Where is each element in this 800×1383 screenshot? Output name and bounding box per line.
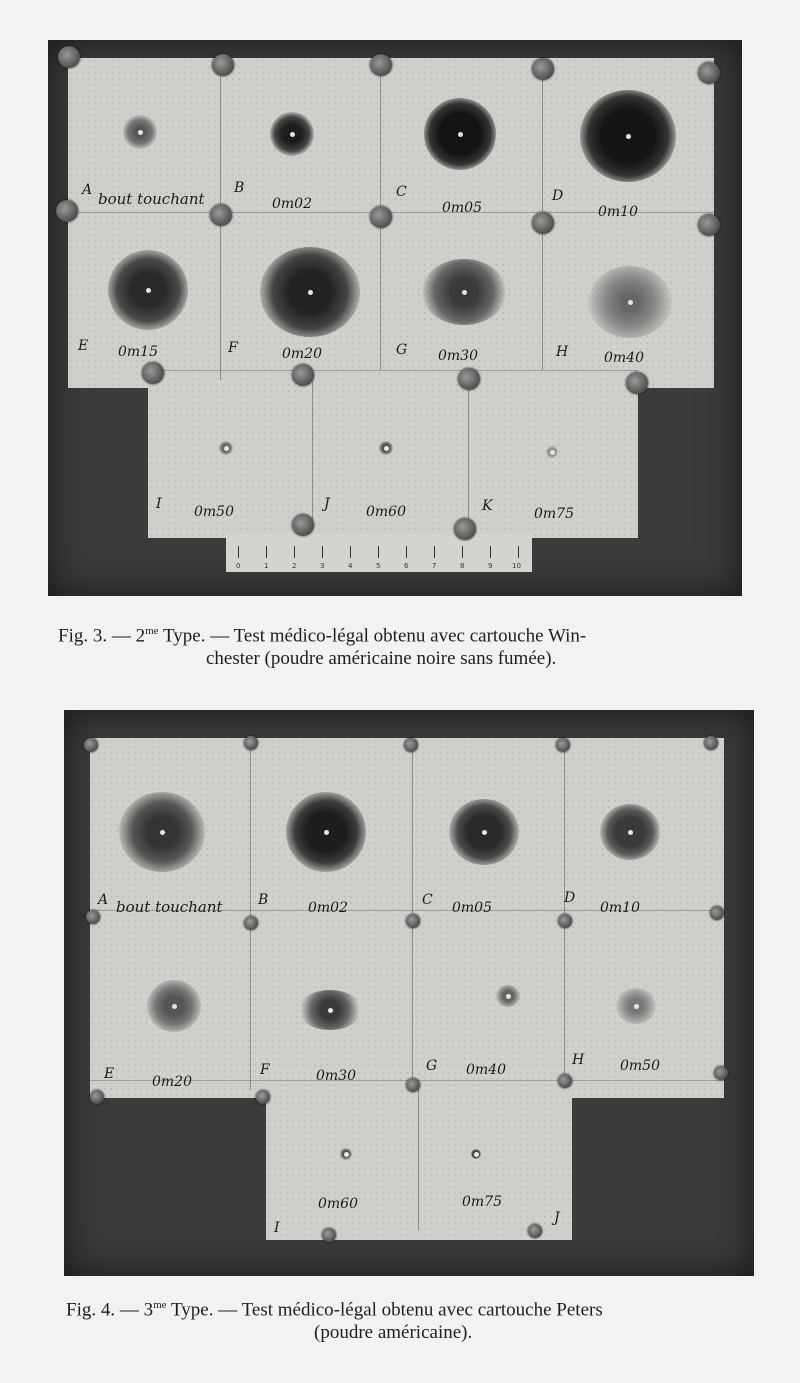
distance-label: 0m20	[152, 1074, 192, 1090]
mark-letter: D	[552, 188, 564, 204]
caption-dash: —	[210, 625, 230, 647]
powder-mark-g	[422, 259, 506, 325]
mark-letter: F	[260, 1062, 270, 1078]
mark-letter: C	[422, 892, 433, 908]
ruler	[226, 534, 532, 572]
powder-mark-a	[119, 792, 205, 872]
caption-dash: —	[119, 1299, 139, 1321]
powder-mark-e	[108, 250, 188, 330]
caption-ordinal-sup: me	[153, 1299, 167, 1311]
distance-label: 0m05	[452, 900, 492, 916]
mark-letter: C	[396, 184, 407, 200]
caption-fig-label: Fig. 3.	[58, 625, 108, 647]
distance-label: 0m75	[534, 506, 574, 522]
mark-letter: A	[82, 182, 93, 198]
distance-label: 0m50	[620, 1058, 660, 1074]
distance-label: 0m10	[600, 900, 640, 916]
distance-label: 0m40	[604, 350, 644, 366]
caption-fig-label: Fig. 4.	[66, 1299, 116, 1321]
distance-label: 0m30	[438, 348, 478, 364]
distance-label: 0m02	[308, 900, 348, 916]
mark-letter: K	[482, 498, 493, 514]
distance-label: 0m40	[466, 1062, 506, 1078]
distance-label: 0m50	[194, 504, 234, 520]
caption-type: Type.	[162, 625, 206, 647]
ruler-number: 10	[512, 562, 521, 570]
powder-mark-g	[496, 985, 520, 1007]
mark-letter: I	[274, 1220, 280, 1236]
ruler-number: 4	[348, 562, 353, 570]
mark-letter: G	[396, 342, 408, 358]
mark-letter: J	[324, 496, 330, 512]
ruler-number: 2	[292, 562, 297, 570]
figure-4-photo	[64, 710, 754, 1276]
powder-mark-a	[123, 115, 157, 149]
caption-ordinal-sup: me	[145, 625, 159, 637]
mark-letter: B	[234, 180, 245, 196]
figure-3-caption	[58, 620, 758, 670]
powder-mark-d	[580, 90, 676, 182]
powder-mark-i	[219, 441, 233, 455]
powder-mark-j	[471, 1149, 481, 1159]
caption-ordinal: 3	[143, 1299, 154, 1321]
distance-label: 0m20	[282, 346, 322, 362]
mark-letter: D	[564, 890, 576, 906]
powder-mark-b	[286, 792, 366, 872]
mark-letter: A	[98, 892, 109, 908]
ruler-number: 1	[264, 562, 269, 570]
mark-letter: I	[156, 496, 162, 512]
powder-mark-c	[449, 799, 519, 865]
figure-4-caption	[66, 1294, 766, 1344]
mark-letter: E	[104, 1066, 115, 1082]
distance-label: 0m15	[118, 344, 158, 360]
mark-letter: B	[258, 892, 269, 908]
powder-mark-j	[379, 441, 393, 455]
ruler-number: 6	[404, 562, 409, 570]
caption-type: Type.	[170, 1299, 214, 1321]
distance-label: 0m02	[272, 196, 312, 212]
ruler-number: 8	[460, 562, 465, 570]
powder-mark-e	[147, 980, 201, 1032]
distance-label: 0m30	[316, 1068, 356, 1084]
powder-mark-f	[298, 990, 362, 1030]
mark-letter: F	[228, 340, 238, 356]
powder-mark-h	[588, 266, 672, 338]
distance-label: 0m60	[318, 1196, 358, 1212]
powder-mark-d	[600, 804, 660, 860]
powder-mark-h	[616, 988, 656, 1024]
distance-label: 0m60	[366, 504, 406, 520]
mark-letter: J	[554, 1210, 560, 1226]
distance-label: bout touchant	[98, 190, 205, 208]
distance-label: bout touchant	[116, 898, 223, 916]
caption-ordinal: 2	[135, 625, 146, 647]
distance-label: 0m10	[598, 204, 638, 220]
powder-mark-b	[270, 112, 314, 156]
target-sheet-bottom	[266, 1070, 572, 1240]
mark-letter: G	[426, 1058, 438, 1074]
ruler-number: 7	[432, 562, 437, 570]
distance-label: 0m05	[442, 200, 482, 216]
mark-letter: H	[556, 344, 569, 360]
powder-mark-c	[424, 98, 496, 170]
powder-mark-f	[260, 247, 360, 337]
mark-letter: E	[78, 338, 89, 354]
caption-text: Test médico-légal obtenu avec cartouche Win-	[233, 625, 587, 647]
ruler-number: 5	[376, 562, 381, 570]
distance-label: 0m75	[462, 1194, 502, 1210]
mark-letter: H	[572, 1052, 585, 1068]
caption-line-2: chester (poudre américaine noire sans fumée).	[206, 648, 557, 670]
ruler-number: 9	[488, 562, 493, 570]
caption-dash: —	[111, 625, 131, 647]
caption-text: Test médico-légal obtenu avec cartouche Peters	[241, 1299, 603, 1321]
caption-line-2: (poudre américaine).	[314, 1322, 473, 1344]
powder-mark-k	[546, 446, 558, 458]
caption-dash: —	[218, 1299, 238, 1321]
powder-mark-i	[340, 1148, 352, 1160]
ruler-number: 0	[236, 562, 241, 570]
ruler-number: 3	[320, 562, 325, 570]
figure-3-photo	[48, 40, 742, 596]
